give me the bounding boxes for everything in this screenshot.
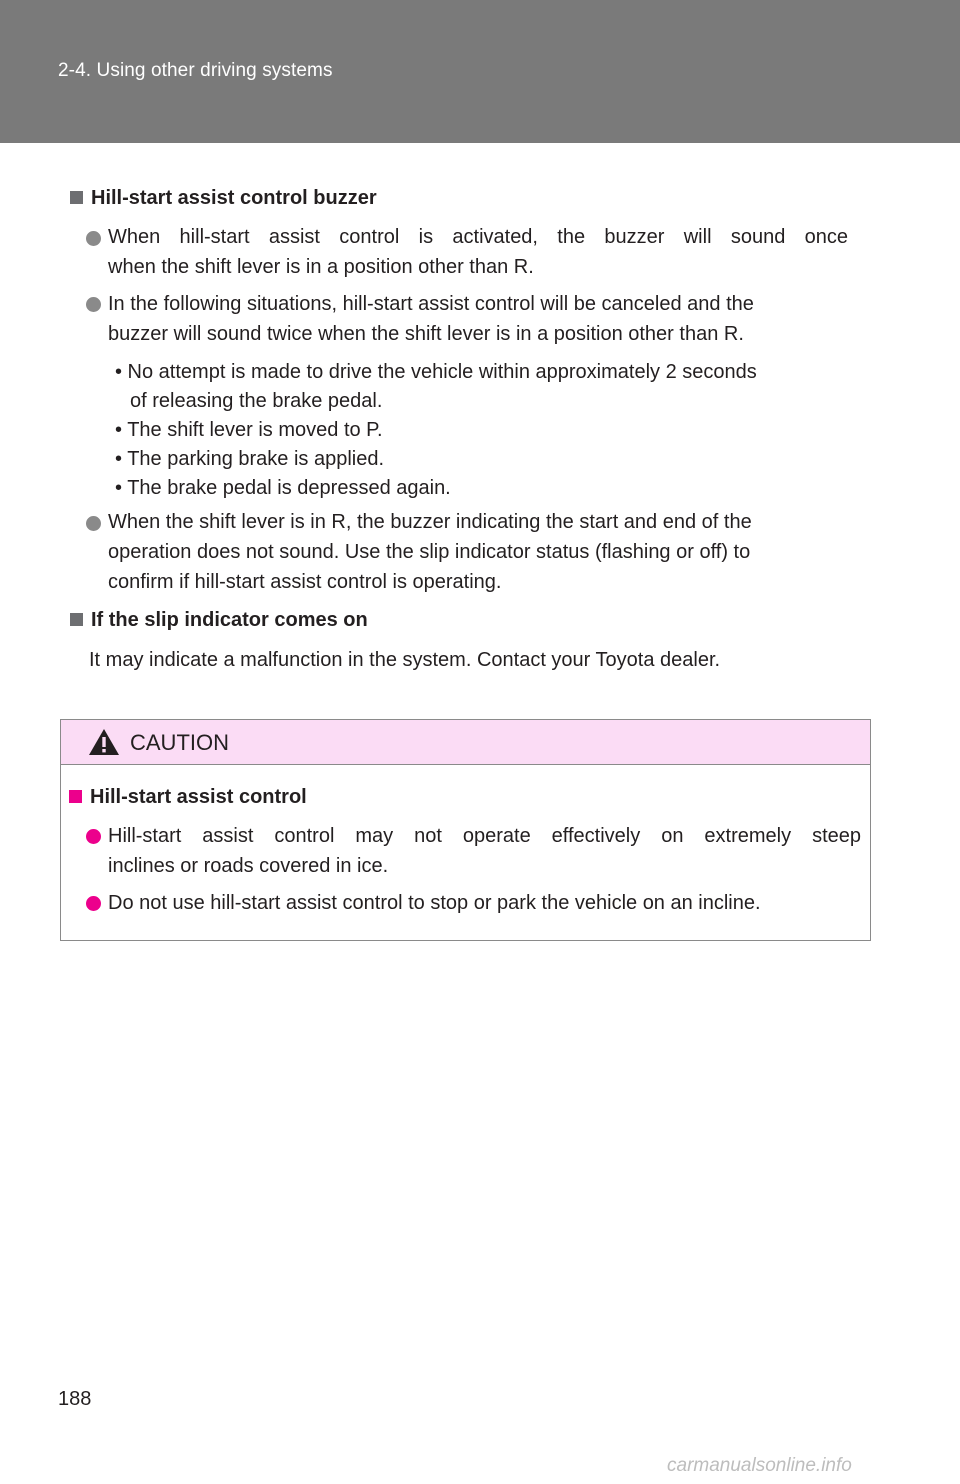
caution-box: [60, 719, 871, 941]
bullet-1: [108, 222, 848, 282]
bullet-2: [108, 289, 853, 349]
subitem-list: [115, 358, 855, 503]
page-number: 188: [58, 1388, 92, 1410]
circle-bullet-icon: [86, 829, 101, 844]
section-heading-buzzer: [70, 186, 377, 210]
heading-text: If the slip indicator comes on: [91, 609, 368, 631]
square-bullet-icon: [70, 613, 83, 626]
heading-text: Hill-start assist control buzzer: [91, 187, 377, 209]
circle-bullet-icon: [86, 896, 101, 911]
square-bullet-icon: [69, 790, 82, 803]
subitem-4: • The brake pedal is depressed again.: [115, 477, 451, 499]
bullet-1-line-2: when the shift lever is in a position other than R.: [108, 256, 534, 278]
subitem-1-line-2: of releasing the brake pedal.: [130, 390, 383, 412]
slip-body: It may indicate a malfunction in the system. Contact your Toyota dealer.: [89, 649, 721, 671]
square-bullet-icon: [70, 191, 83, 204]
watermark: carmanualsonline.info: [667, 1455, 852, 1476]
bullet-1-line-1: When hill-start assist control is activated, the buzzer will sound once: [108, 226, 848, 248]
caution-bullet-1: [108, 821, 861, 881]
bullet-3-line-2: operation does not sound. Use the slip indicator status (flashing or off) to: [108, 541, 751, 563]
subitem-1-line-1: • No attempt is made to drive the vehicle within approximately 2 seconds: [115, 361, 757, 383]
caution-bullet-1-line-2: inclines or roads covered in ice.: [108, 855, 389, 877]
bullet-3: [108, 507, 853, 597]
caution-title: CAUTION: [130, 730, 229, 755]
circle-bullet-icon: [86, 231, 101, 246]
page-header: [0, 0, 960, 143]
caution-bullet-2: Do not use hill-start assist control to stop or park the vehicle on an incline.: [108, 892, 761, 914]
circle-bullet-icon: [86, 297, 101, 312]
subitem-3: • The parking brake is applied.: [115, 448, 385, 470]
section-heading-slip: [70, 608, 368, 632]
heading-text: Hill-start assist control: [90, 786, 307, 808]
subitem-2: • The shift lever is moved to P.: [115, 419, 383, 441]
bullet-3-line-1: When the shift lever is in R, the buzzer indicating the start and end of the: [108, 511, 752, 533]
bullet-2-line-1: In the following situations, hill-start assist control will be canceled and the: [108, 293, 754, 315]
caution-header: [61, 720, 870, 765]
bullet-3-line-3: confirm if hill-start assist control is operating.: [108, 571, 502, 593]
caution-bullet-1-line-1: Hill-start assist control may not operate effectively on extremely steep: [108, 825, 861, 847]
bullet-2-line-2: buzzer will sound twice when the shift lever is in a position other than R.: [108, 323, 744, 345]
circle-bullet-icon: [86, 516, 101, 531]
section-title: 2-4. Using other driving systems: [58, 60, 333, 81]
caution-heading: [69, 785, 307, 809]
warning-triangle-icon: [88, 728, 120, 756]
